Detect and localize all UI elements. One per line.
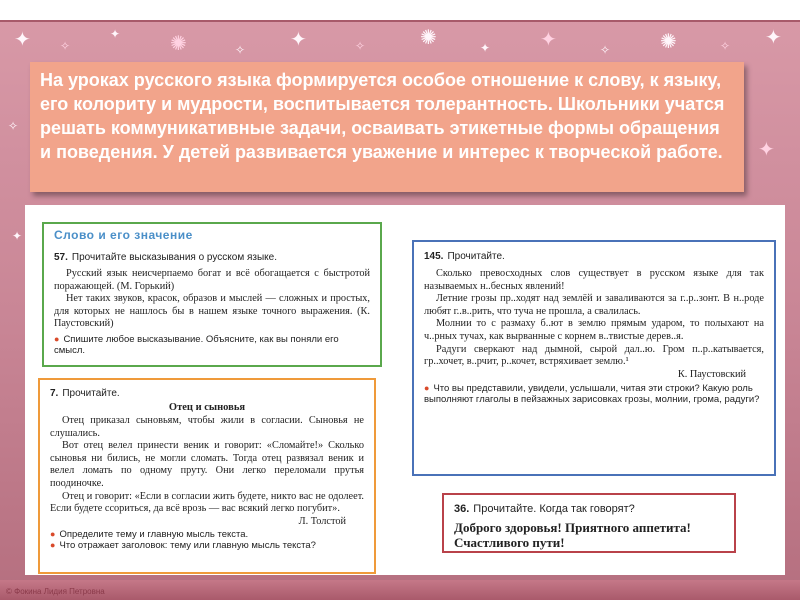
exercise-145-box [412,240,776,476]
author: Л. Толстой [298,515,346,527]
etiquette-phrase: Счастливого пути! [454,535,565,550]
exercise-number: 36. [454,503,470,515]
exercise-task: Прочитайте. [62,388,120,399]
paragraph: Отец и говорит: «Если в согласии жить будете, никто вас не одолеет. Если будете ссориться, да всё врозь — вас всякий легко погубит». [50,490,364,515]
bottom-bar [0,580,800,600]
author: К. Паустовский [677,368,746,380]
copyright-text: © Фокина Лидия Петровна [6,587,105,596]
exercise-36-box [442,493,736,553]
exercise-task: Прочитайте. Когда так говорят? [473,503,635,515]
story-title: Отец и сыновья [168,402,246,413]
headline-text: На уроках русского языка формируется особое отношение к слову, к языку, его колориту и мудрости, воспитывается толерантность. Школьники учатся решать коммуникативные задачи, осваивать этикетные формы обращения и поведения. У детей развивается уважение и интерес к творческой работе. [40,70,725,162]
paragraph: Сколько превосходных слов существует в русском языке для так называемых н..бесных явлений! [424,268,764,292]
exercise-task: Прочитайте высказывания о русском языке. [71,252,277,263]
bullet-icon: ● [50,540,56,551]
paragraph: Вот отец велел принести веник и говорит: «Сломайте!» Сколько сыновья ни бились, не могли сломать. Тогда отец развязал веник и велел ломать по одному пруту. Они легко переломали прутья поодиночке. [50,440,364,489]
paragraph: Радуги сверкают над дымной, сырой дал..ю. Гром п..р..катывается, гр..хочет, в..рчит, р..кочет, встряхивает землю.¹ [424,343,764,368]
exercise-number: 57. [54,252,68,263]
exercise-question: Спишите любое высказывание. Объясните, как вы поняли его смысл. [54,333,339,357]
exercise-question: Определите тему и главную мысль текста. [59,528,249,540]
headline-box [30,62,744,192]
paragraph: Отец приказал сыновьям, чтобы жили в согласии. Сыновья не слушались. [50,415,364,439]
bullet-icon: ● [54,333,60,344]
quote-gorky: Русский язык неисчерпаемо богат и всё обогащается с быстротой поражающей. (М. Горький) [54,268,370,292]
exercise-57-box [42,222,382,367]
bullet-icon: ● [50,528,56,539]
exercise-number: 7. [50,388,59,399]
exercise-task: Прочитайте. [447,251,505,262]
exercise-question: Что вы представили, увидели, услышали, читая эти строки? Какую роль выполняют глаголы в пейзажных зарисовках грозы, молнии, грома, радуги? [424,382,760,406]
paragraph: Молнии то с размаху б..ют в землю прямым ударом, то полыхают на ч..рных тучах, как вырванные с корнем в..твистые дерев..я. [424,318,764,342]
top-band [0,0,800,22]
exercise-number: 145. [424,251,444,262]
exercise-7-box [38,378,376,574]
etiquette-phrase: Доброго здоровья! Приятного аппетита! [454,520,691,535]
section-title: Слово и его значение [54,228,193,242]
bullet-icon: ● [424,382,430,393]
exercise-question-2: Что отражает заголовок: тему или главную мысль текста? [59,540,316,552]
quote-paustovsky: Нет таких звуков, красок, образов и мыслей — сложных и простых, для которых не нашлось бы в нашем языке точного выражения. (К. Паустовский) [54,293,370,330]
paragraph: Летние грозы пр..ходят над землёй и заваливаются за г..р..зонт. В н..роде любят г..в..рить, что туча не прошла, а свалилась. [424,293,764,317]
